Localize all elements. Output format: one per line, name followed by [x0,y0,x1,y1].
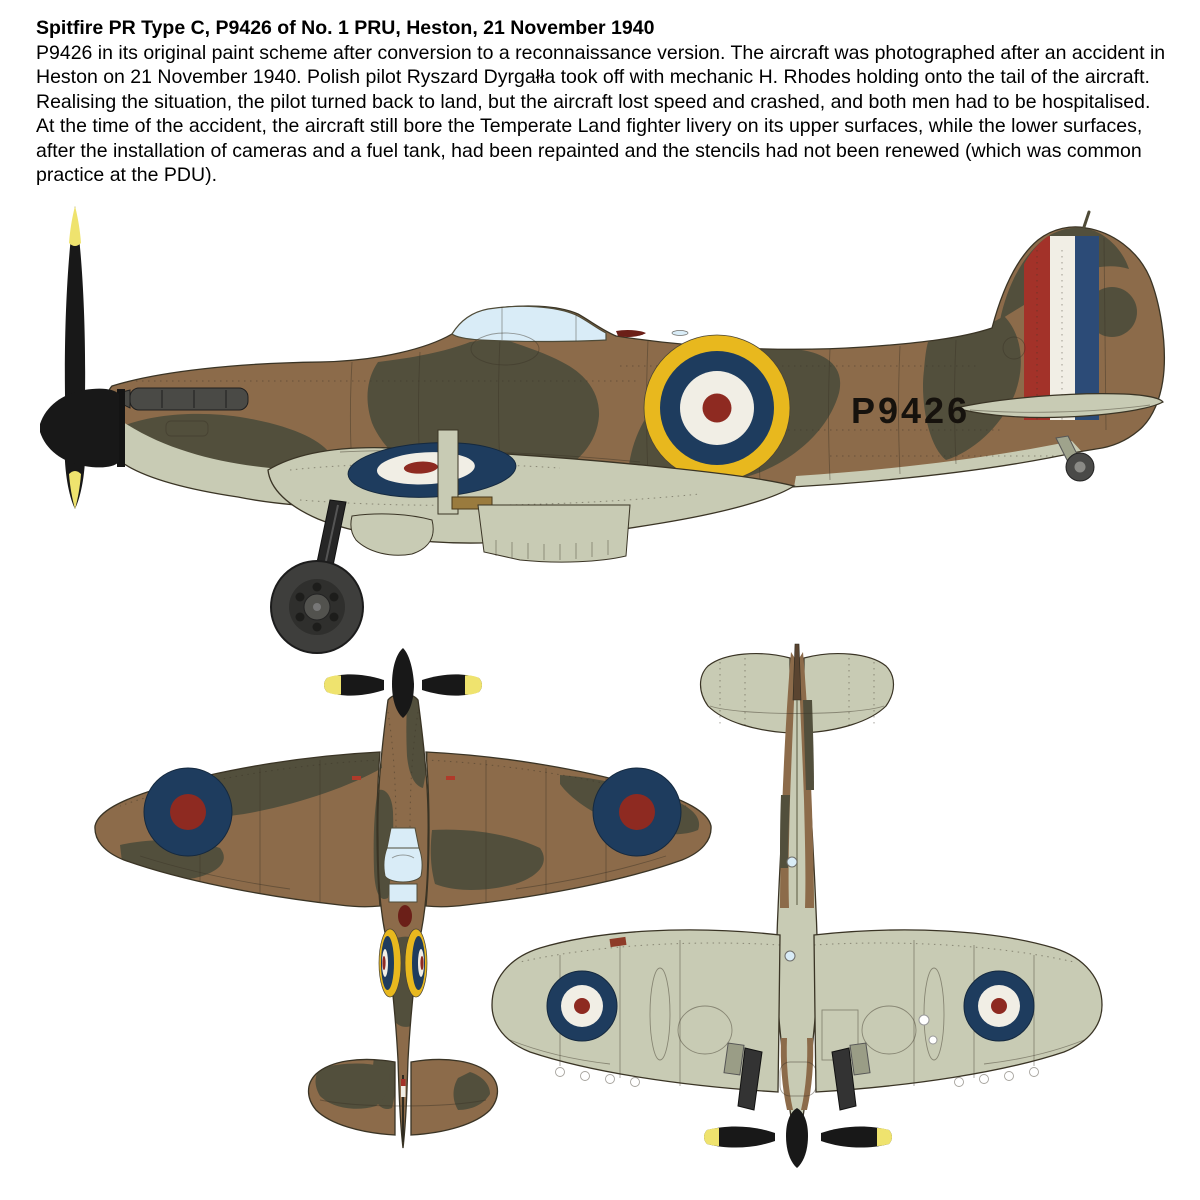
bottom-fin-sliver [793,644,801,700]
top-wing-roundel-left [144,768,232,856]
fin-aerial-stub [1084,212,1089,227]
radiator-housing [478,505,630,562]
underwing-roundel-right [964,971,1034,1041]
serial-text: P9426 [851,390,971,431]
bottom-prop-tip-right [877,1128,892,1146]
underwing-roundel-left [547,971,617,1041]
top-canopy [384,828,422,902]
fuselage-roundel [644,335,790,481]
side-view [40,200,1180,653]
top-wing-roundel-right [593,768,681,856]
bottom-view [492,644,1102,1168]
spine-blister [672,331,688,336]
bottom-spinner [786,1108,808,1168]
propeller-side [40,206,125,509]
top-spine-red-patch [398,905,412,927]
wing-light-right-2 [929,1036,937,1044]
fuselage-light-lower [785,951,795,961]
page-title: Spitfire PR Type C, P9426 of No. 1 PRU, Heston, 21 November 1940 [36,17,655,39]
wing-light-right-1 [919,1015,929,1025]
top-fuselage-roundel-left [379,929,401,997]
top-propeller [324,648,482,718]
top-prop-tip-right [465,675,482,694]
carb-intake [351,514,433,555]
bottom-propeller [704,1108,892,1168]
spine-red-patch [616,330,646,337]
top-prop-tip-left [324,675,341,694]
top-fuselage-roundel-right [405,929,427,997]
fuselage-light-upper [787,857,797,867]
propeller-tip-top [69,206,81,246]
top-fin-flash-red [401,1079,406,1086]
description-text: P9426 in its original paint scheme after conversion to a reconnaissance version. The aircraft was photographed after an accident in Heston on 21 November 1940. Polish pilot Ryszard Dyrgałła took off with mechanic H. Rhodes holding onto the tail of the aircraft. Realising the situation, the pilot turned back to land, but the aircraft lost speed and crashed, and both men had to be hospitalised. At the time of the accident, the aircraft still bore the Temperate Land fighter livery on its upper surfaces, while the lower surfaces, after the installation of cameras and a fuel tank, had been repainted and the stencils had not been renewed (which was common practice at the PDU). [36,41,1166,187]
top-stencil-left [352,776,361,780]
top-fin-flash-white [401,1086,406,1097]
spinner [40,389,119,468]
bottom-prop-tip-left [704,1128,719,1146]
top-stencil-right [446,776,455,780]
